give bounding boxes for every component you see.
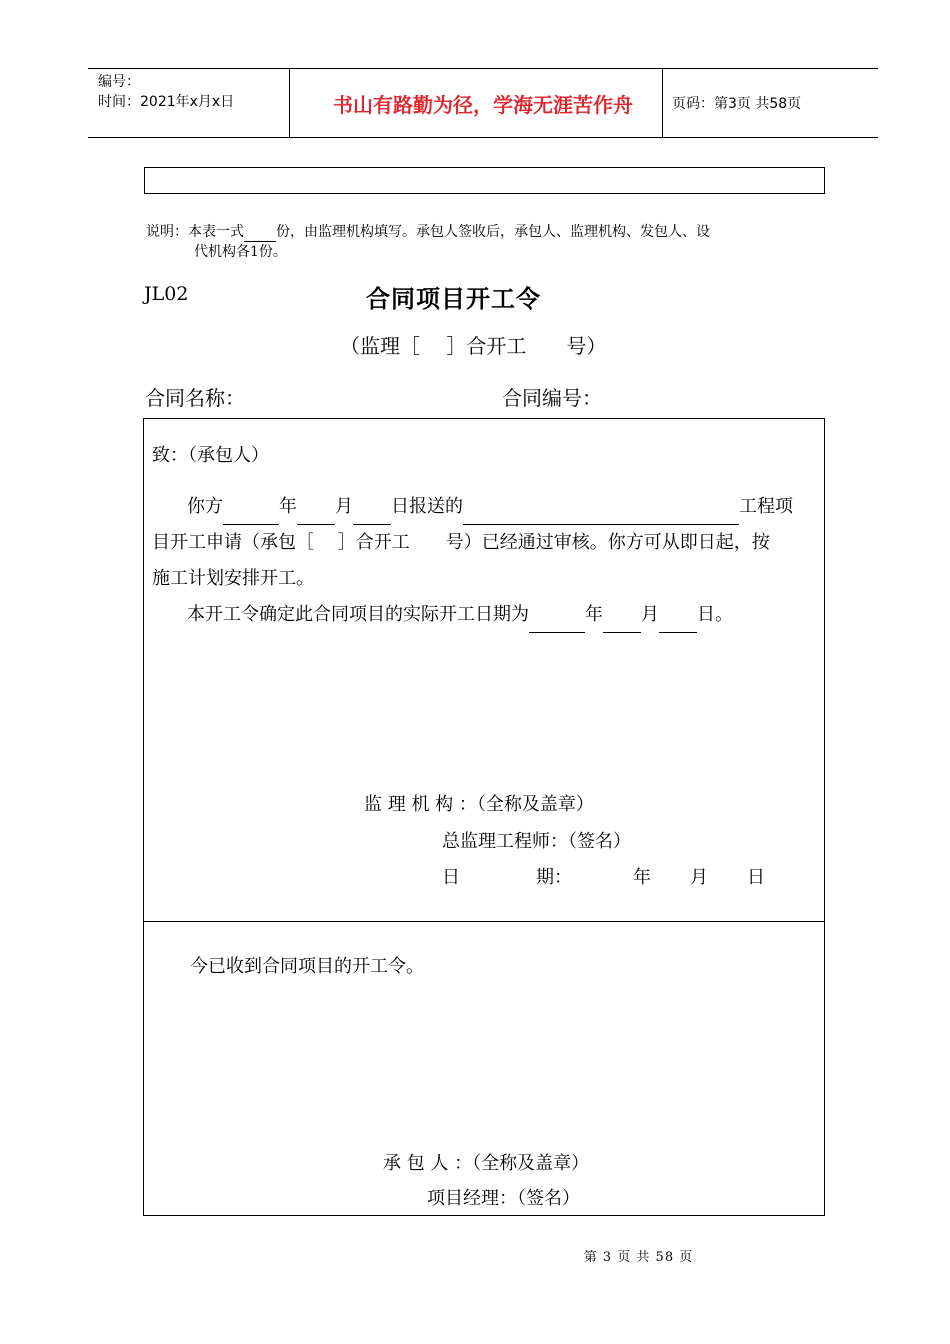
order-text: 工程项 xyxy=(739,496,793,517)
header-time-label: 时间：2021年x月x日 xyxy=(98,94,235,110)
note-text: 说明：本表一式 xyxy=(146,224,244,240)
page-footer: 第 3 页 共 58 页 xyxy=(583,1250,694,1265)
contract-no-label: 合同编号： xyxy=(502,386,602,410)
order-text: 年 xyxy=(585,604,603,625)
page-header xyxy=(88,68,878,138)
note xyxy=(146,222,836,262)
order-text: 本开工令确定此合同项目的实际开工日期为 xyxy=(187,604,529,625)
order-text: 月 xyxy=(335,496,353,517)
date-label: 期： xyxy=(536,867,572,888)
note-blank xyxy=(244,227,276,242)
blank-month xyxy=(297,506,335,525)
blank-day xyxy=(659,614,697,633)
manager-signature: 项目经理：（签名） xyxy=(427,1188,580,1209)
order-text: 目开工申请（承包［ ］合开工 号）已经通过审核。你方可从即日起，按 xyxy=(152,532,770,553)
form-title: 合同项目开工令 xyxy=(366,284,541,313)
agency-signature: 监 理 机 构 ：（全称及盖章） xyxy=(364,794,594,815)
order-body xyxy=(152,489,818,633)
order-text: 你方 xyxy=(187,496,223,517)
empty-table-box xyxy=(144,167,825,194)
blank-year xyxy=(529,614,585,633)
date-day: 日 xyxy=(747,867,765,888)
contract-name-label: 合同名称： xyxy=(145,386,245,410)
date-year: 年 xyxy=(633,867,651,888)
blank-month xyxy=(603,614,641,633)
blank-year xyxy=(223,506,279,525)
order-recipient: 致：（承包人） xyxy=(152,445,269,466)
form-code: JL02 xyxy=(144,283,189,305)
order-text: 施工计划安排开工。 xyxy=(152,568,314,589)
engineer-signature: 总监理工程师：（签名） xyxy=(442,831,631,852)
header-code-label: 编号： xyxy=(98,74,140,90)
form-subtitle: （监理［ ］合开工 号） xyxy=(340,334,607,358)
order-text: 年 xyxy=(279,496,297,517)
contractor-signature: 承 包 人 ：（全称及盖章） xyxy=(383,1153,590,1174)
order-text: 日报送的 xyxy=(391,496,463,517)
table-divider xyxy=(143,921,824,922)
header-motto: 书山有路勤为径，学海无涯苦作舟 xyxy=(333,93,633,117)
note-text: 份，由监理机构填写。承包人签收后，承包人、监理机构、发包人、设 xyxy=(276,224,710,240)
blank-project xyxy=(463,506,739,525)
order-text: 月 xyxy=(641,604,659,625)
date-month: 月 xyxy=(690,867,708,888)
note-text: 代机构各1份。 xyxy=(194,244,287,260)
header-page-label: 页码：第3页 共58页 xyxy=(672,96,802,112)
blank-day xyxy=(353,506,391,525)
date-label: 日 xyxy=(442,867,460,888)
order-text: 日。 xyxy=(697,604,733,625)
header-divider xyxy=(289,69,290,137)
receipt-text: 今已收到合同项目的开工令。 xyxy=(190,956,424,977)
